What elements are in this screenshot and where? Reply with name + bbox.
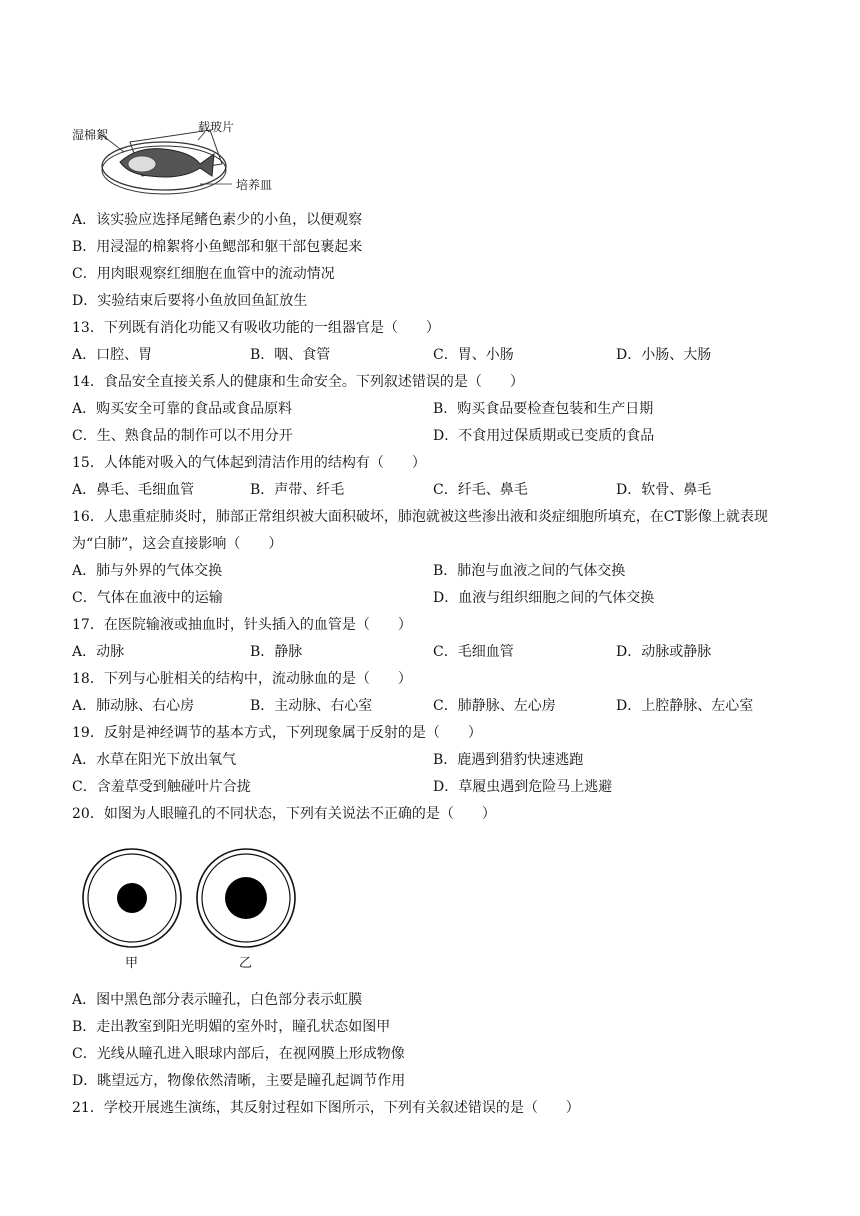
label-slide: 载玻片: [198, 120, 235, 134]
q15-option-b: B．声带、纤毛: [250, 482, 345, 498]
q17-option-b: B．静脉: [250, 644, 303, 660]
q19-option-d: D．草履虫遇到危险马上逃避: [433, 779, 613, 795]
q17-option-d: D．动脉或静脉: [616, 644, 712, 660]
q16-option-d: D．血液与组织细胞之间的气体交换: [433, 590, 655, 606]
q13-option-d: D．小肠、大肠: [616, 347, 712, 363]
q14-option-c: C．生、熟食品的制作可以不用分开: [72, 428, 293, 444]
pupil-diagram: [80, 846, 300, 950]
q16-option-c: C．气体在血液中的运输: [72, 590, 223, 606]
q17-stem: 17．在医院输液或抽血时，针头插入的血管是（ ）: [72, 617, 412, 633]
pupil-figure: [80, 846, 300, 970]
label-dish: 培养皿: [236, 178, 273, 192]
q18-option-a: A．肺动脉、右心房: [72, 698, 195, 714]
pupil-label-yi: 乙: [239, 956, 253, 971]
q18-option-d: D．上腔静脉、左心室: [616, 698, 754, 714]
q13-option-a: A．口腔、胃: [72, 347, 153, 363]
q13-option-c: C．胃、小肠: [433, 347, 514, 363]
q14-option-b: B．购买食品要检查包装和生产日期: [433, 401, 654, 417]
q15-stem: 15．人体能对吸入的气体起到清洁作用的结构有（ ）: [72, 455, 426, 471]
q18-option-c: C．肺静脉、左心房: [433, 698, 556, 714]
q12-option-d: D．实验结束后要将小鱼放回鱼缸放生: [72, 293, 308, 309]
q15-option-c: C．纤毛、鼻毛: [433, 482, 528, 498]
q19-option-b: B．鹿遇到猎豹快速逃跑: [433, 752, 584, 768]
q20-option-a: A．图中黑色部分表示瞳孔，白色部分表示虹膜: [72, 992, 363, 1008]
fish-experiment-figure: [72, 118, 282, 198]
q12-option-a: A．该实验应选择尾鳍色素少的小鱼，以便观察: [72, 212, 363, 228]
q18-stem: 18．下列与心脏相关的结构中，流动脉血的是（ ）: [72, 671, 412, 687]
q13-option-b: B．咽、食管: [250, 347, 331, 363]
q14-stem: 14．食品安全直接关系人的健康和生命安全。下列叙述错误的是（ ）: [72, 374, 524, 390]
q12-option-c: C．用肉眼观察红细胞在血管中的流动情况: [72, 266, 335, 282]
q17-option-c: C．毛细血管: [433, 644, 514, 660]
q13-stem: 13．下列既有消化功能又有吸收功能的一组器官是（ ）: [72, 320, 440, 336]
q20-option-c: C．光线从瞳孔进入眼球内部后，在视网膜上形成物像: [72, 1046, 405, 1062]
q16-stem: 16．人患重症肺炎时，肺部正常组织被大面积破坏，肺泡就被这些渗出液和炎症细胞所填充，在CT影像上就表现为“白肺”，这会直接影响（ ）: [72, 509, 768, 552]
q15-option-a: A．鼻毛、毛细血管: [72, 482, 195, 498]
q19-stem: 19．反射是神经调节的基本方式，下列现象属于反射的是（ ）: [72, 725, 482, 741]
q17-option-a: A．动脉: [72, 644, 125, 660]
q12-option-b: B．用浸湿的棉絮将小鱼鳃部和躯干部包裹起来: [72, 239, 363, 255]
q14-option-d: D．不食用过保质期或已变质的食品: [433, 428, 655, 444]
q15-option-d: D．软骨、鼻毛: [616, 482, 712, 498]
q19-option-c: C．含羞草受到触碰叶片合拢: [72, 779, 251, 795]
q20-option-d: D．眺望远方，物像依然清晰，主要是瞳孔起调节作用: [72, 1073, 406, 1089]
q16-option-a: A．肺与外界的气体交换: [72, 563, 223, 579]
q16-option-b: B．肺泡与血液之间的气体交换: [433, 563, 626, 579]
label-cotton: 湿棉絮: [72, 128, 109, 142]
pupil-label-jia: 甲: [125, 956, 139, 971]
q14-option-a: A．购买安全可靠的食品或食品原料: [72, 401, 293, 417]
q21-stem: 21．学校开展逃生演练，其反射过程如下图所示，下列有关叙述错误的是（ ）: [72, 1100, 580, 1116]
q19-option-a: A．水草在阳光下放出氧气: [72, 752, 237, 768]
q20-stem: 20．如图为人眼瞳孔的不同状态，下列有关说法不正确的是（ ）: [72, 806, 496, 822]
q18-option-b: B．主动脉、右心室: [250, 698, 373, 714]
q20-option-b: B．走出教室到阳光明媚的室外时，瞳孔状态如图甲: [72, 1019, 391, 1035]
